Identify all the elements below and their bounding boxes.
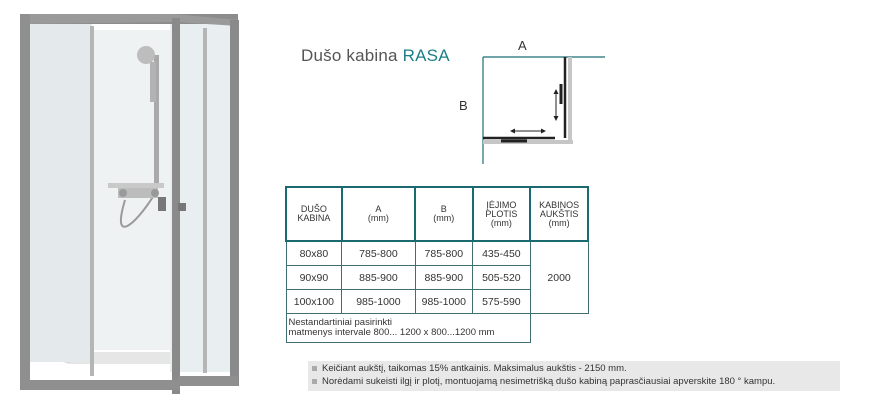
header-a: A (mm) <box>342 187 415 241</box>
table-header-row <box>286 187 588 241</box>
cabin-height-value: 2000 <box>530 241 588 314</box>
bullet-icon <box>312 379 317 384</box>
diagram-label-b: B <box>459 98 468 113</box>
diagram-drawing <box>455 36 605 168</box>
table-row: 100x100 985-1000 985-1000 575-590 <box>286 290 588 314</box>
note-item: Keičiant aukštį, taikomas 15% antkainis. Maksimalus aukštis - 2150 mm. <box>312 363 627 374</box>
specs-table <box>285 186 589 343</box>
product-title-name: RASA <box>402 46 450 65</box>
product-title-prefix: Dušo kabina <box>301 46 403 65</box>
header-b: B (mm) <box>415 187 473 241</box>
custom-size-note: Nestandartiniai pasirinkti matmenys intervale 800... 1200 x 800...1200 mm <box>286 314 530 343</box>
dimension-diagram <box>455 36 605 168</box>
header-entry-width: ĮĖJIMO PLOTIS (mm) <box>473 187 531 241</box>
note-item: Norėdami sukeisti ilgį ir plotį, montuojamą nesimetrišką dušo kabiną paprasčiausiai apverskite 180 ° kampu. <box>312 376 775 387</box>
table-row: 80x80 785-800 785-800 435-450 2000 <box>286 241 588 266</box>
product-title <box>301 46 450 66</box>
diagram-label-a: A <box>518 38 527 53</box>
custom-size-row <box>286 314 588 343</box>
header-cabin: DUŠO KABINA <box>286 187 342 241</box>
bullet-icon <box>312 366 317 371</box>
shower-cabin-image <box>0 0 260 405</box>
header-cabin-height: KABINOS AUKŠTIS (mm) <box>530 187 588 241</box>
table-row: 90x90 885-900 885-900 505-520 <box>286 266 588 290</box>
